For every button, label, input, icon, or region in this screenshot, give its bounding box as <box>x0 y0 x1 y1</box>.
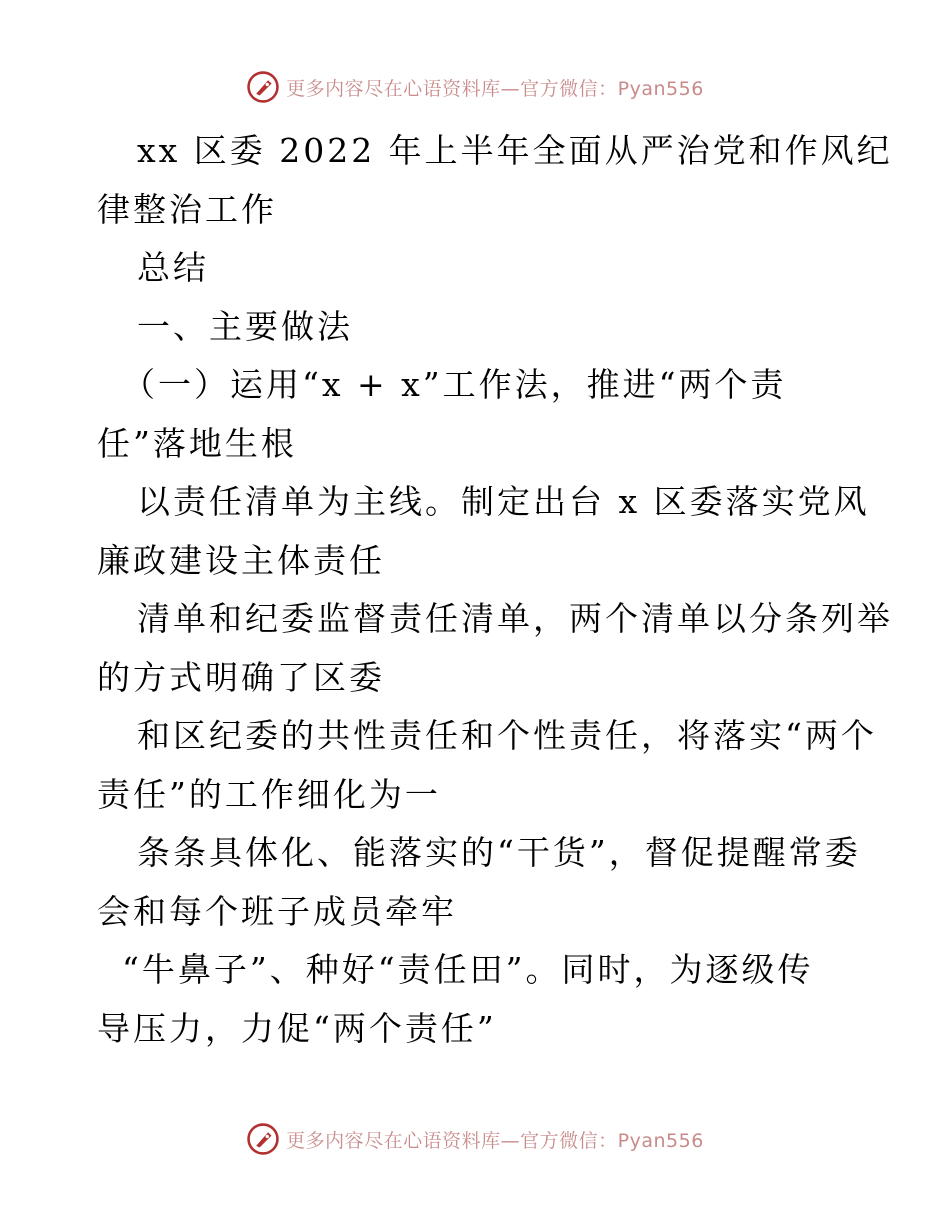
paragraph-line: 清单和纪委监督责任清单，两个清单以分条列举 <box>137 599 893 638</box>
header-watermark <box>0 70 950 104</box>
pen-nib-logo-icon <box>246 1122 280 1156</box>
paragraph-line: 条条具体化、能落实的“干货”，督促提醒常委 <box>137 833 861 872</box>
doc-title-line-2: 律整治工作 <box>97 189 277 229</box>
section-heading: 一、主要做法 <box>137 306 353 346</box>
paragraph-line: 责任”的工作细化为一 <box>97 774 441 814</box>
pen-nib-logo-icon <box>246 70 280 104</box>
doc-title-line-1: xx 区委 2022 年上半年全面从严治党和作风纪 <box>137 131 893 170</box>
subsection-heading-line-2: 任”落地生根 <box>97 423 297 463</box>
paragraph-line: 和区纪委的共性责任和个性责任，将落实“两个 <box>137 716 877 755</box>
paragraph-line: 廉政建设主体责任 <box>97 540 385 580</box>
paragraph-line: 会和每个班子成员牵牢 <box>97 891 457 931</box>
paragraph-line: 的方式明确了区委 <box>97 657 385 697</box>
footer-watermark <box>0 1122 950 1156</box>
watermark-text: 更多内容尽在心语资料库—官方微信：Pyan556 <box>286 77 704 100</box>
paragraph-line: 以责任清单为主线。制定出台 x 区委落实党风 <box>137 482 870 521</box>
watermark-text: 更多内容尽在心语资料库—官方微信：Pyan556 <box>286 1129 704 1152</box>
paragraph-line: 导压力，力促“两个责任” <box>97 1008 497 1048</box>
paragraph-line: “牛鼻子”、种好“责任田”。同时，为逐级传 <box>122 950 814 989</box>
document-body <box>97 122 893 1058</box>
subsection-heading-line-1: （一）运用“x + x”工作法，推进“两个责 <box>122 365 787 404</box>
doc-title-line-3: 总结 <box>137 248 209 287</box>
